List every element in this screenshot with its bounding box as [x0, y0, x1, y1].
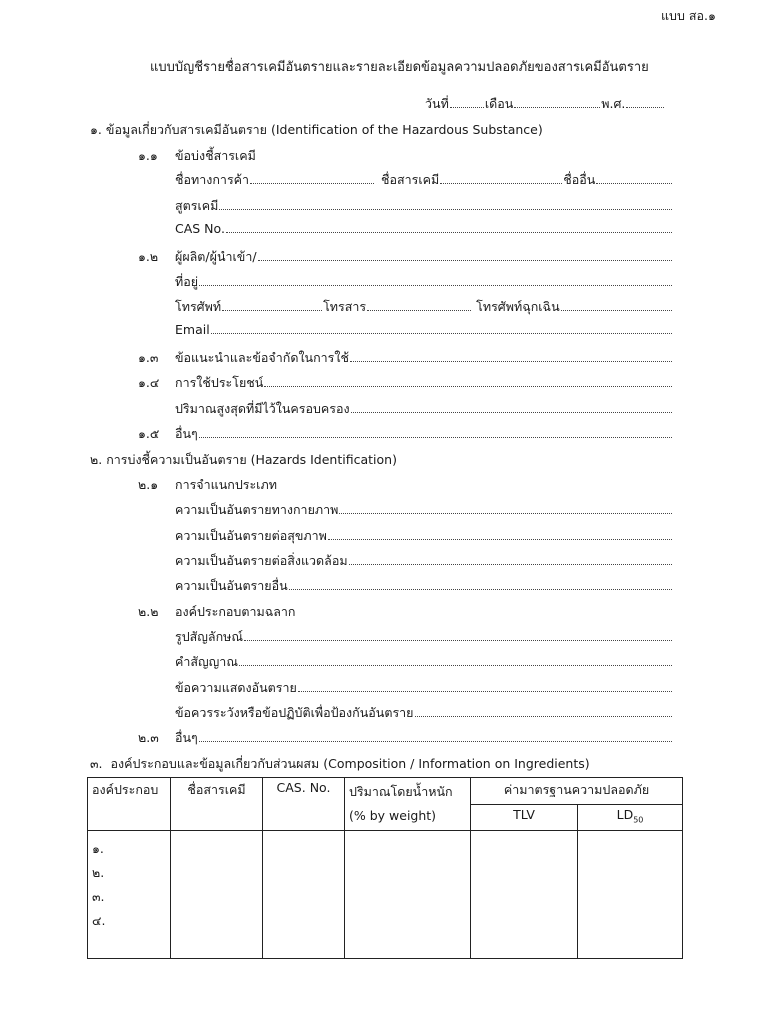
email-line: [175, 322, 673, 337]
section-3-title: องค์ประกอบและข้อมูลเกี่ยวกับส่วนผสม (Composition / Information on Ingredients): [110, 756, 590, 771]
precautionary-line: [175, 703, 673, 723]
signal-word-field[interactable]: [239, 656, 672, 666]
section-1-other-line: [175, 424, 673, 444]
section-2-1-title: การจำแนกประเภท: [175, 477, 277, 492]
composition-table: [87, 777, 683, 959]
section-1-title: ข้อมูลเกี่ยวกับสารเคมีอันตราย (Identification of the Hazardous Substance): [105, 122, 543, 137]
section-1-other-label: อื่นๆ: [175, 426, 198, 441]
other-name-field[interactable]: [596, 174, 672, 184]
physical-hazard-label: ความเป็นอันตรายทางกายภาพ: [175, 502, 339, 517]
section-2-3-number: ๒.๓: [138, 730, 159, 745]
table-row: [88, 831, 683, 959]
fax-label: โทรสาร: [323, 299, 367, 314]
environment-hazard-field[interactable]: [349, 555, 672, 565]
section-1-other-field[interactable]: [199, 428, 672, 438]
phone-label: โทรศัพท์: [175, 299, 222, 314]
tlv-cell[interactable]: [471, 831, 578, 959]
hazard-statement-line: [175, 678, 673, 698]
section-1-number: ๑.: [90, 122, 102, 137]
other-hazard-label: ความเป็นอันตรายอื่น: [175, 578, 288, 593]
component-row-1: ๑.: [92, 841, 104, 856]
chem-name-cell[interactable]: [171, 831, 263, 959]
cas-no-cell[interactable]: [263, 831, 345, 959]
fax-field[interactable]: [367, 301, 471, 311]
usage-field[interactable]: [264, 377, 672, 387]
trade-name-label: ชื่อทางการค้า: [175, 172, 250, 187]
health-hazard-label: ความเป็นอันตรายต่อสุขภาพ: [175, 528, 327, 543]
section-1-heading: [90, 120, 543, 140]
date-line: [425, 94, 665, 114]
section-2-1-number: ๒.๑: [138, 477, 159, 492]
section-1-3-number: ๑.๓: [138, 350, 159, 365]
formula-field[interactable]: [219, 200, 672, 210]
pictogram-label: รูปสัญลักษณ์: [175, 629, 243, 644]
date-year-field[interactable]: [626, 98, 664, 108]
hazard-statement-label: ข้อความแสดงอันตราย: [175, 680, 297, 695]
date-day-label: วันที่: [425, 96, 449, 111]
address-label: ที่อยู่: [175, 274, 199, 289]
form-code: แบบ สอ.๑: [661, 8, 716, 23]
manufacturer-line: [175, 247, 673, 267]
usage-line: [175, 373, 673, 393]
signal-word-line: [175, 652, 673, 672]
section-3-heading: [90, 754, 590, 774]
section-1-4-number: ๑.๔: [138, 375, 160, 390]
recommendation-line: [175, 348, 673, 368]
other-hazard-line: [175, 576, 673, 596]
section-3-number: ๓.: [90, 756, 103, 771]
section-2-other-line: [175, 728, 673, 748]
max-quantity-field[interactable]: [351, 403, 672, 413]
date-month-label: เดือน: [484, 96, 514, 111]
section-2-2-title: องค์ประกอบตามฉลาก: [175, 604, 296, 619]
section-2-other-field[interactable]: [199, 732, 672, 742]
email-field[interactable]: [211, 324, 672, 334]
header-weight: [345, 778, 471, 831]
pictogram-field[interactable]: [244, 631, 672, 641]
chem-name-label: ชื่อสารเคมี: [381, 172, 440, 187]
environment-hazard-line: [175, 551, 673, 571]
address-field[interactable]: [199, 276, 672, 286]
formula-line: [175, 196, 673, 216]
usage-label: การใช้ประโยชน์: [175, 375, 264, 390]
max-quantity-label: ปริมาณสูงสุดที่มีไว้ในครอบครอง: [175, 401, 350, 416]
date-month-field[interactable]: [514, 98, 600, 108]
hazard-statement-field[interactable]: [298, 682, 672, 692]
header-tlv: TLV: [471, 804, 578, 831]
header-weight-unit: (% by weight): [349, 808, 437, 823]
signal-word-label: คำสัญญาณ: [175, 654, 238, 669]
ld50-cell[interactable]: [578, 831, 683, 959]
emergency-phone-label: โทรศัพท์ฉุกเฉิน: [476, 299, 560, 314]
section-1-5-number: ๑.๕: [138, 426, 160, 441]
section-2-title: การบ่งชี้ความเป็นอันตราย (Hazards Identification): [106, 452, 397, 467]
contact-line: [175, 297, 673, 317]
health-hazard-field[interactable]: [328, 530, 672, 540]
cas-field[interactable]: [226, 223, 672, 233]
section-2-other-label: อื่นๆ: [175, 730, 198, 745]
physical-hazard-line: [175, 500, 673, 520]
chem-name-field[interactable]: [440, 174, 562, 184]
phone-field[interactable]: [222, 301, 322, 311]
section-1-1-title: ข้อบ่งชี้สารเคมี: [175, 148, 256, 163]
cas-line: [175, 221, 673, 236]
header-ld-sub: 50: [633, 815, 644, 824]
health-hazard-line: [175, 526, 673, 546]
precautionary-field[interactable]: [415, 707, 673, 717]
precautionary-label: ข้อควรระวังหรือข้อปฏิบัติเพื่อป้องกันอันตราย: [175, 705, 414, 720]
component-list-cell[interactable]: [88, 831, 171, 959]
identifier-names-line: [175, 170, 673, 190]
max-quantity-line: [175, 399, 673, 419]
section-2-2-number: ๒.๒: [138, 604, 159, 619]
header-weight-label: ปริมาณโดยน้ำหนัก: [349, 784, 453, 799]
email-label: Email: [175, 322, 210, 337]
page-title: แบบบัญชีรายชื่อสารเคมีอันตรายและรายละเอียดข้อมูลความปลอดภัยของสารเคมีอันตราย: [150, 60, 649, 75]
table-header-row: [88, 778, 683, 805]
pictogram-line: [175, 627, 673, 647]
header-component: องค์ประกอบ: [88, 778, 171, 831]
header-safety-standard: ค่ามาตรฐานความปลอดภัย: [471, 778, 683, 805]
header-cas-no: CAS. No.: [263, 778, 345, 831]
physical-hazard-field[interactable]: [339, 504, 672, 514]
section-2-number: ๒.: [90, 452, 103, 467]
component-row-2: ๒.: [92, 865, 105, 880]
recommendation-label: ข้อแนะนำและข้อจำกัดในการใช้: [175, 350, 349, 365]
environment-hazard-label: ความเป็นอันตรายต่อสิ่งแวดล้อม: [175, 553, 348, 568]
weight-cell[interactable]: [345, 831, 471, 959]
component-row-3: ๓.: [92, 889, 105, 904]
manufacturer-label: ผู้ผลิต/ผู้นำเข้า/: [175, 249, 257, 264]
other-name-label: ชื่ออื่น: [563, 172, 596, 187]
header-chem-name: ชื่อสารเคมี: [171, 778, 263, 831]
header-ld50: [578, 804, 683, 831]
section-2-heading: [90, 450, 397, 470]
other-hazard-field[interactable]: [289, 580, 672, 590]
emergency-phone-field[interactable]: [561, 301, 672, 311]
section-1-2-number: ๑.๒: [138, 249, 159, 264]
header-ld-label: LD: [616, 806, 634, 822]
date-day-field[interactable]: [450, 98, 484, 108]
trade-name-field[interactable]: [250, 174, 374, 184]
recommendation-field[interactable]: [350, 352, 672, 362]
formula-label: สูตรเคมี: [175, 198, 219, 213]
cas-label: CAS No.: [175, 221, 225, 236]
date-year-label: พ.ศ.: [601, 96, 626, 111]
manufacturer-field[interactable]: [258, 251, 672, 261]
address-line: [175, 272, 673, 292]
section-1-1-number: ๑.๑: [138, 148, 158, 163]
component-row-4: ๔.: [92, 913, 106, 928]
